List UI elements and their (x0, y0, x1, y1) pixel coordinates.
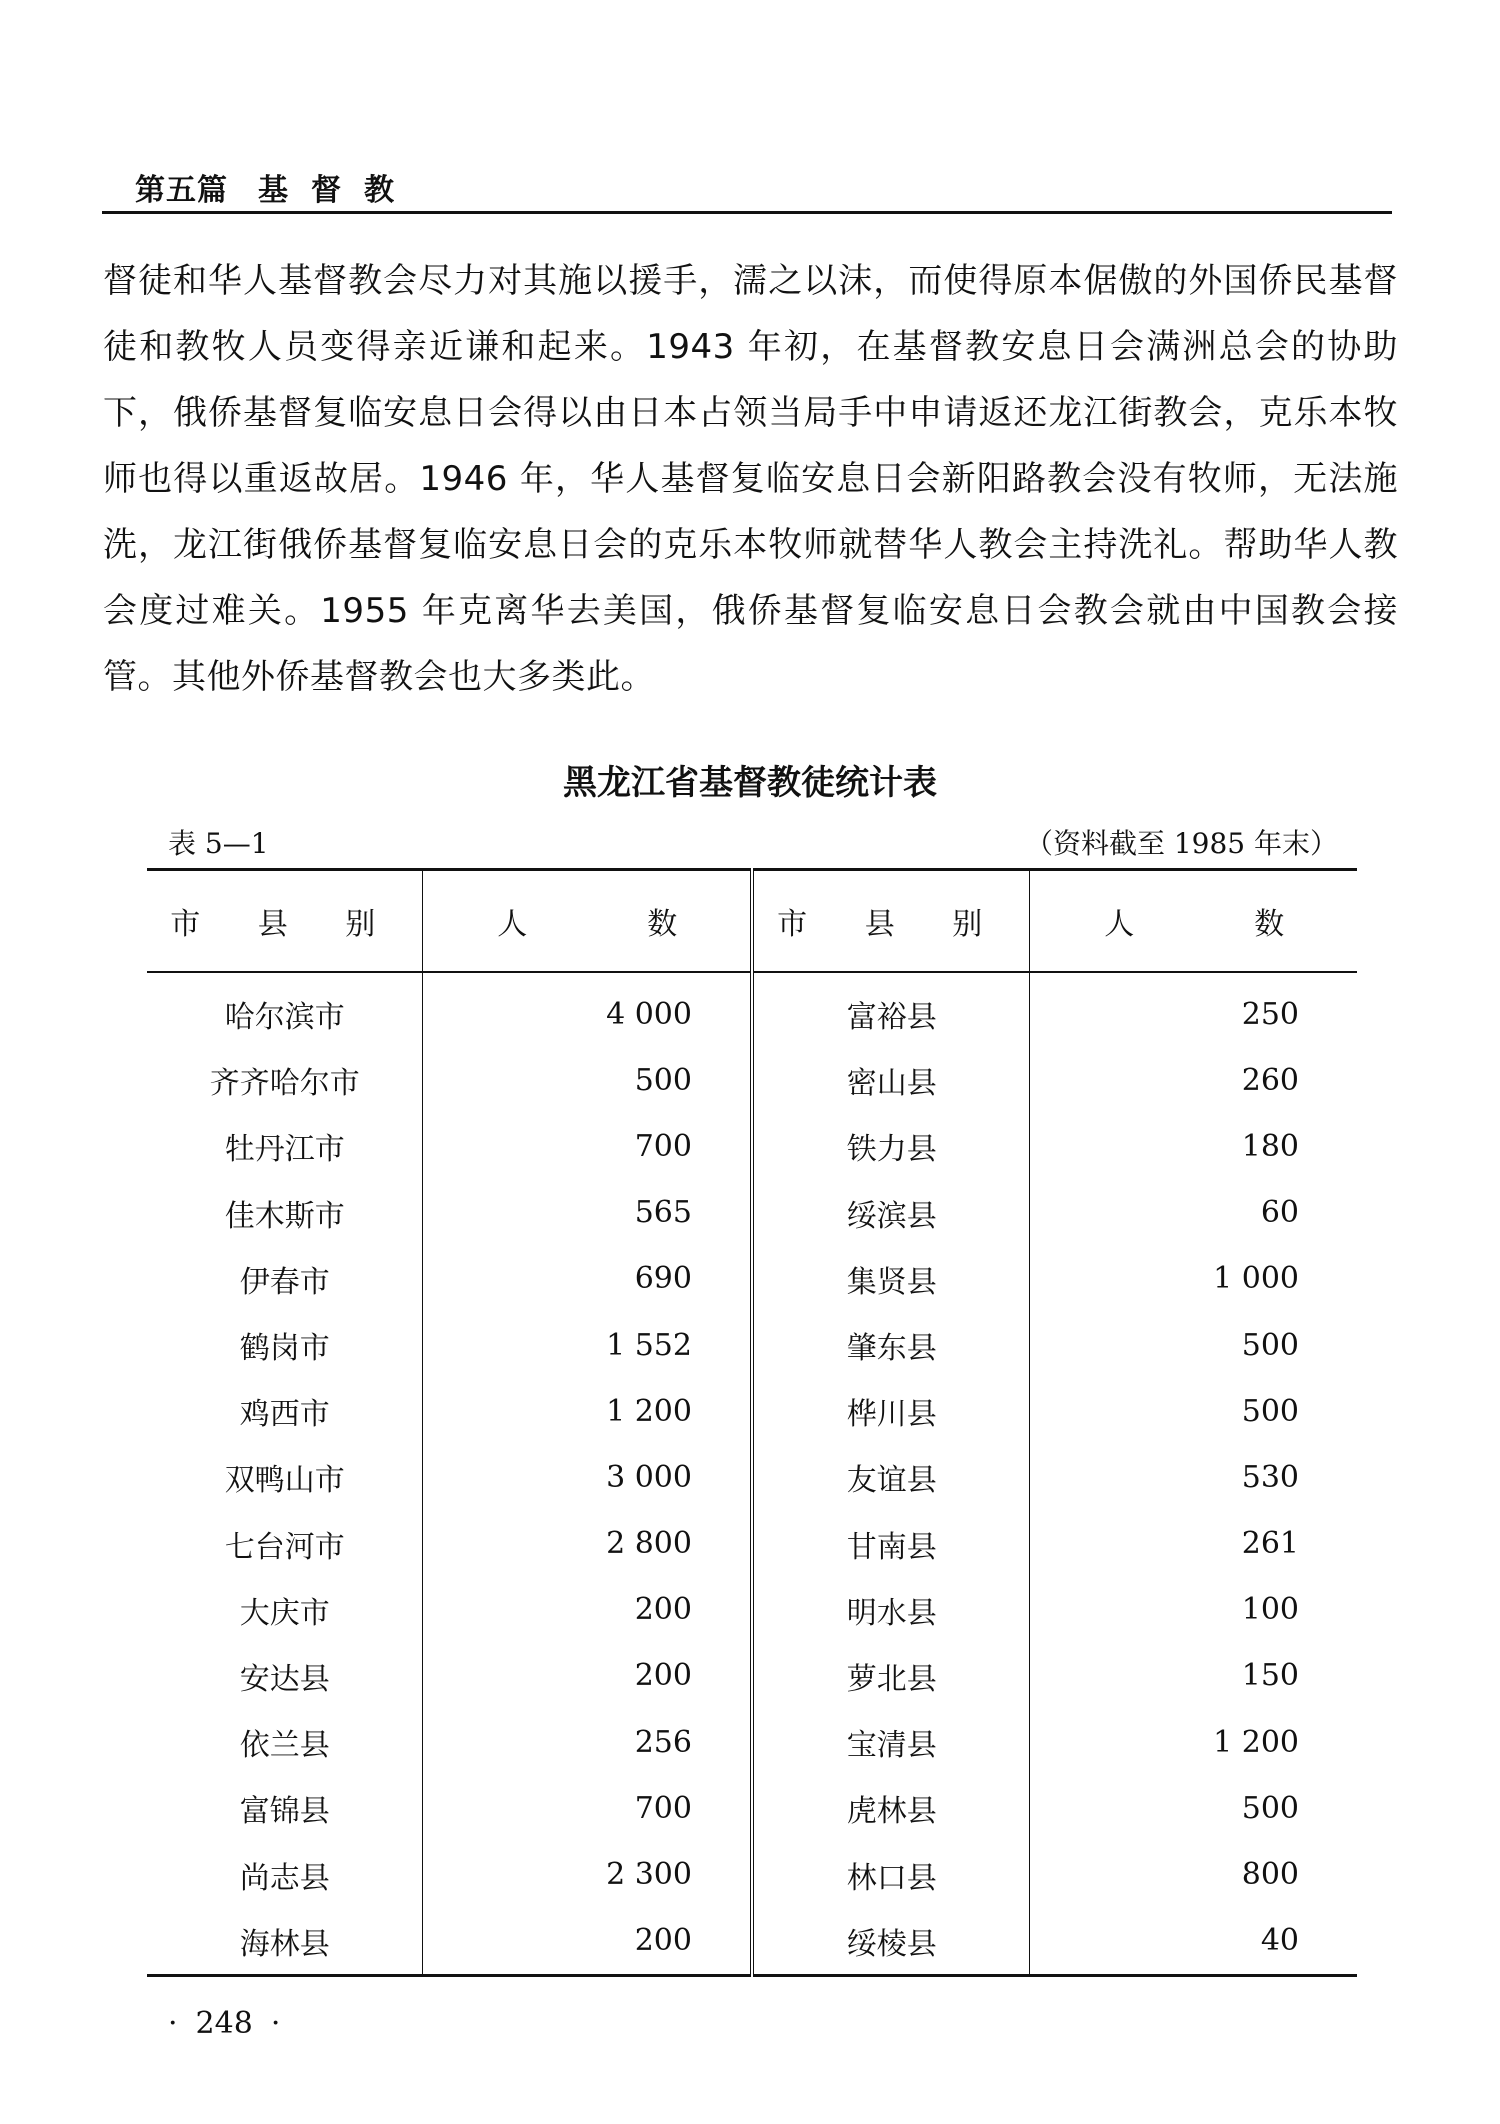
left-region-cell: 伊春市 (239, 1264, 330, 1300)
right-count-cell: 1 000 (1030, 1246, 1357, 1312)
right-count-cell: 60 (1030, 1180, 1357, 1246)
table-row (147, 1908, 1357, 1976)
left-count-cell: 256 (423, 1709, 752, 1775)
left-region-cell: 鹤岗市 (239, 1331, 330, 1367)
right-count-cell: 261 (1030, 1511, 1357, 1577)
left-count-cell: 500 (423, 1047, 752, 1113)
table-row (147, 1841, 1357, 1907)
left-count-cell: 690 (423, 1246, 752, 1312)
header-region: 市 县 别 (752, 870, 1030, 973)
table-row (147, 1511, 1357, 1577)
table-row (147, 1775, 1357, 1841)
left-region-cell: 七台河市 (224, 1529, 345, 1565)
left-region-cell: 尚志县 (239, 1860, 330, 1896)
right-count-cell: 40 (1030, 1908, 1357, 1976)
right-count-cell: 100 (1030, 1577, 1357, 1643)
body-paragraph: 督徒和华人基督教会尽力对其施以援手，濡之以沫，而使得原本倨傲的外国侨民基督徒和教牧人员变得亲近谦和起来。1943 年初，在基督教安息日会满洲总会的协助下，俄侨基督复临安息日会得以由日本占领当局手中申请返还龙江街教会，克乐本牧师也得以重返故居。1946 年，华人基督复临安息日会新阳路教会没有牧师，无法施洗，龙江街俄侨基督复临安息日会的克乐本牧师就替华人教会主持洗礼。帮助华人教会度过难关。1955 年克离华去美国，俄侨基督复临安息日会教会就由中国教会接管。其他外侨基督教会也大多类此。 (103, 261, 1398, 697)
right-region-cell: 密山县 (752, 1047, 1030, 1113)
left-region-cell: 双鸭山市 (224, 1463, 345, 1499)
running-head (135, 165, 395, 209)
right-count-cell: 260 (1030, 1047, 1357, 1113)
right-count-cell: 250 (1030, 972, 1357, 1047)
right-region-cell: 宝清县 (752, 1709, 1030, 1775)
left-count-cell: 3 000 (423, 1444, 752, 1510)
bullet: · (168, 2006, 178, 2041)
right-region-cell: 虎林县 (752, 1775, 1030, 1841)
table-row (147, 1312, 1357, 1378)
left-count-cell: 2 300 (423, 1841, 752, 1907)
left-count-cell: 2 800 (423, 1511, 752, 1577)
left-region-cell: 佳木斯市 (224, 1198, 345, 1234)
right-count-cell: 530 (1030, 1444, 1357, 1510)
right-region-cell: 萝北县 (752, 1643, 1030, 1709)
right-count-cell: 800 (1030, 1841, 1357, 1907)
header-rule (102, 211, 1392, 214)
table-row (147, 1047, 1357, 1113)
chapter-char: 基 (258, 173, 289, 208)
right-count-cell: 150 (1030, 1643, 1357, 1709)
table-row (147, 1709, 1357, 1775)
part-label: 第五篇 (135, 173, 228, 208)
left-count-cell: 4 000 (423, 972, 752, 1047)
table-row (147, 972, 1357, 1047)
right-region-cell: 桦川县 (752, 1378, 1030, 1444)
header-count: 人 数 (1030, 870, 1357, 973)
table-header-row (147, 870, 1357, 973)
right-count-cell: 1 200 (1030, 1709, 1357, 1775)
statistics-table (147, 868, 1357, 1977)
left-count-cell: 1 200 (423, 1378, 752, 1444)
left-region-cell: 牡丹江市 (224, 1132, 345, 1168)
right-region-cell: 友谊县 (752, 1444, 1030, 1510)
right-region-cell: 绥滨县 (752, 1180, 1030, 1246)
left-region-cell: 依兰县 (239, 1728, 330, 1764)
left-region-cell: 鸡西市 (239, 1397, 330, 1433)
table-row (147, 1378, 1357, 1444)
left-count-cell: 200 (423, 1908, 752, 1976)
table-row (147, 1577, 1357, 1643)
right-count-cell: 500 (1030, 1312, 1357, 1378)
left-region-cell: 大庆市 (239, 1595, 330, 1631)
chapter-char: 督 (311, 173, 342, 208)
left-count-cell: 565 (423, 1180, 752, 1246)
table-row (147, 1643, 1357, 1709)
page-number (150, 2006, 298, 2041)
chapter-char: 教 (364, 173, 395, 208)
right-region-cell: 林口县 (752, 1841, 1030, 1907)
right-count-cell: 500 (1030, 1775, 1357, 1841)
header-count: 人 数 (423, 870, 752, 973)
left-count-cell: 700 (423, 1113, 752, 1179)
left-region-cell: 齐齐哈尔市 (209, 1066, 360, 1102)
right-region-cell: 铁力县 (752, 1113, 1030, 1179)
right-region-cell: 绥棱县 (752, 1908, 1030, 1976)
right-region-cell: 集贤县 (752, 1246, 1030, 1312)
table-note: （资料截至 1985 年末） (1024, 827, 1338, 860)
page-number-value: 248 (195, 2006, 253, 2041)
table-row (147, 1180, 1357, 1246)
left-count-cell: 1 552 (423, 1312, 752, 1378)
right-region-cell: 肇东县 (752, 1312, 1030, 1378)
bullet: · (270, 2006, 281, 2041)
right-region-cell: 甘南县 (752, 1511, 1030, 1577)
right-count-cell: 180 (1030, 1113, 1357, 1179)
left-count-cell: 700 (423, 1775, 752, 1841)
left-region-cell: 哈尔滨市 (224, 1000, 345, 1036)
table-title: 黑龙江省基督教徒统计表 (563, 763, 937, 803)
right-region-cell: 富裕县 (752, 972, 1030, 1047)
left-region-cell: 安达县 (239, 1661, 330, 1697)
right-count-cell: 500 (1030, 1378, 1357, 1444)
table-row (147, 1444, 1357, 1510)
table-number: 表 5—1 (168, 827, 269, 860)
left-region-cell: 富锦县 (239, 1794, 330, 1830)
left-count-cell: 200 (423, 1577, 752, 1643)
table-row (147, 1113, 1357, 1179)
header-region: 市 县 别 (147, 870, 423, 973)
table-row (147, 1246, 1357, 1312)
right-region-cell: 明水县 (752, 1577, 1030, 1643)
left-count-cell: 200 (423, 1643, 752, 1709)
left-region-cell: 海林县 (239, 1926, 330, 1962)
